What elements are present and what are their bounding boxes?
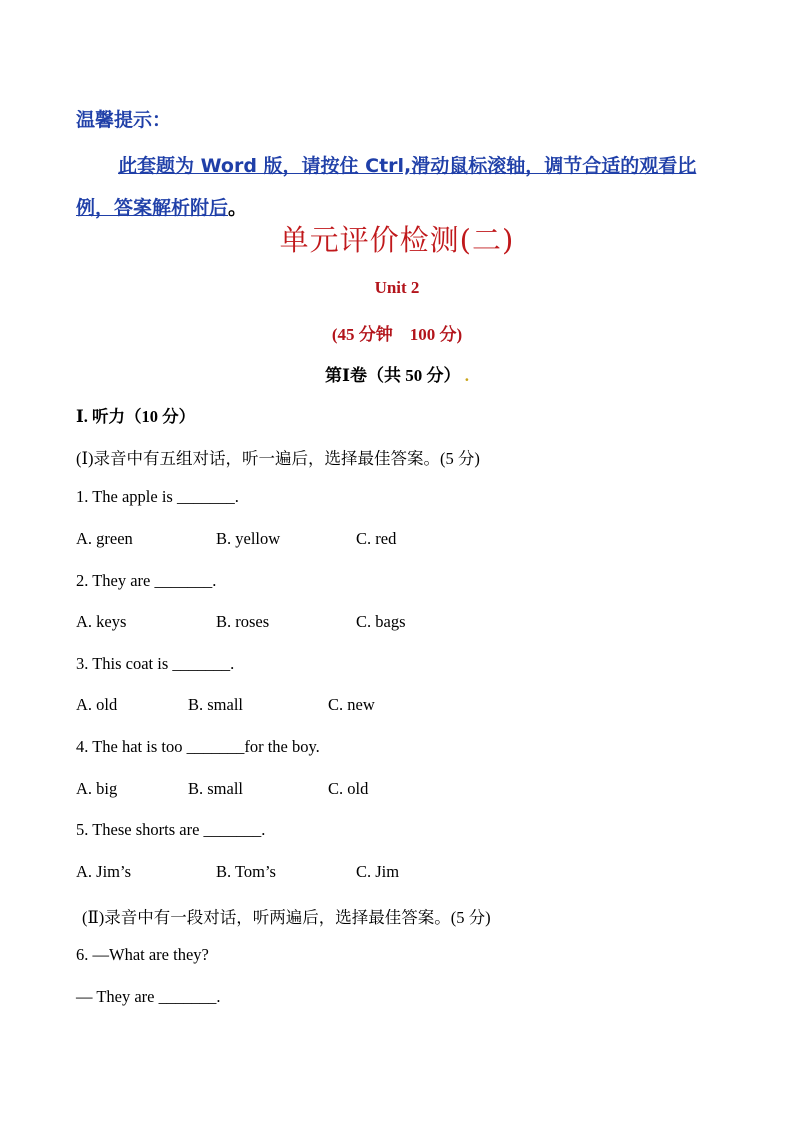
question-1: 1. The apple is _______. [76,487,239,506]
page-title: 单元评价检测(二) [279,223,515,257]
q4-option-b: B. small [188,779,244,798]
q1-option-a: A. green [76,529,133,548]
question-4: 4. The hat is too _______for the boy. [76,737,320,756]
q5-option-b: B. Tom’s [216,862,276,881]
part-title [0,361,794,386]
tip-text: 此套题为 Word 版，请按住 Ctrl,滑动鼠标滚轴，调节合适的观看比例，答案解析附后 [76,155,697,219]
q5-option-c: C. Jim [356,862,400,881]
section-listening: Ⅰ. 听力（10 分） [76,407,196,426]
question-6-answer: — They are _______. [76,987,221,1006]
q3-option-c: C. new [328,695,375,714]
q1-option-b: B. yellow [216,529,281,548]
q4-option-a: A. big [76,779,118,798]
part-title-text: 第Ⅰ卷（共 50 分） [325,366,461,385]
tip-period: 。 [228,197,248,219]
q2-option-c: C. bags [356,612,406,631]
question-3: 3. This coat is _______. [76,654,235,673]
q5-option-a: A. Jim’s [76,862,132,881]
part-title-dot: . [464,366,469,385]
subsection-1-instruction: (Ⅰ)录音中有五组对话，听一遍后，选择最佳答案。(5 分) [76,449,480,468]
q2-option-b: B. roses [216,612,270,631]
unit-label: Unit 2 [374,278,420,297]
q3-option-a: A. old [76,695,118,714]
q1-option-c: C. red [356,529,397,548]
q3-option-b: B. small [188,695,244,714]
q4-option-c: C. old [328,779,369,798]
time-score: (45 分钟 100 分) [331,325,463,344]
subsection-2-instruction: (Ⅱ)录音中有一段对话，听两遍后，选择最佳答案。(5 分) [82,908,491,927]
question-2: 2. They are _______. [76,571,217,590]
tip-label: 温馨提示： [76,109,172,131]
tip-body [76,145,726,229]
question-6: 6. —What are they? [76,945,209,964]
question-5: 5. These shorts are _______. [76,820,266,839]
q2-option-a: A. keys [76,612,127,631]
